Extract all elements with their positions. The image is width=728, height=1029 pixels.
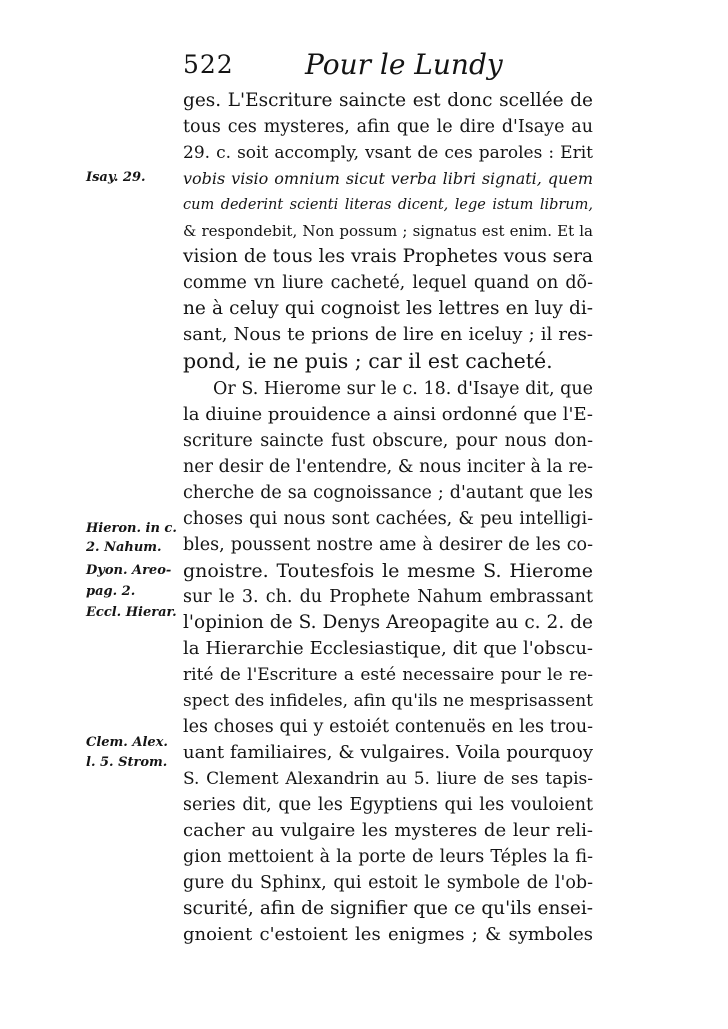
text-line: cacher au vulgaire les mysteres de leur reli- xyxy=(183,820,593,841)
text-line: gure du Sphinx, qui estoit le symbole de l'ob- xyxy=(183,873,593,893)
text-line: la Hierarchie Ecclesiastique, dit que l'obscu- xyxy=(183,638,593,659)
text-line: scriture saincte fust obscure, pour nous don- xyxy=(183,431,593,451)
text-line: ne à celuy qui cognoist les lettres en luy di- xyxy=(183,298,593,319)
text-line: bles, poussent nostre ame à desirer de les co- xyxy=(183,535,593,555)
text-line: cherche de sa cognoissance ; d'autant que les xyxy=(183,483,593,503)
text-line: ner desir de l'entendre, & nous inciter à la re- xyxy=(183,457,593,477)
page-header xyxy=(183,46,603,86)
margin-note: pag. 2. xyxy=(86,584,136,599)
text-line: uant familiaires, & vulgaires. Voila pourquoy xyxy=(183,742,593,763)
text-line: comme vn liure cacheté, lequel quand on dõ- xyxy=(183,273,593,293)
text-line: & respondebit, Non possum ; signatus est enim. Et la xyxy=(183,222,593,240)
text-line: les choses qui y estoiét contenuës en les trou- xyxy=(183,717,593,737)
text-line: vobis visio omnium sicut verba libri signati, quem xyxy=(183,169,593,188)
margin-note: Clem. Alex. xyxy=(86,735,168,750)
margin-note: Eccl. Hierar. xyxy=(86,605,177,620)
text-line: gnoient c'estoient les enigmes ; & symboles xyxy=(183,924,593,945)
margin-note: Isay. 29. xyxy=(86,170,146,185)
margin-note: 2. Nahum. xyxy=(86,540,162,555)
text-line: cum dederint scienti literas dicent, lege istum librum, xyxy=(183,197,593,213)
page-number: 522 xyxy=(183,50,234,79)
text-line: sur le 3. ch. du Prophete Nahum embrassant xyxy=(183,587,593,607)
text-line: rité de l'Escriture a esté necessaire pour le re- xyxy=(183,665,593,685)
text-line: ges. L'Escriture saincte est donc scellée de xyxy=(183,90,593,111)
text-line: series dit, que les Egyptiens qui les vouloient xyxy=(183,795,593,815)
text-line: vision de tous les vrais Prophetes vous sera xyxy=(183,246,593,267)
margin-note: Dyon. Areo- xyxy=(86,563,172,578)
text-line: Or S. Hierome sur le c. 18. d'Isaye dit, que xyxy=(213,379,593,399)
text-line: scurité, afin de signifier que ce qu'ils ensei- xyxy=(183,898,593,919)
text-line: choses qui nous sont cachées, & peu intelligi- xyxy=(183,509,593,529)
text-line: tous ces mysteres, afin que le dire d'Isaye au xyxy=(183,117,593,137)
text-line: pond, ie ne puis ; car il est cacheté. xyxy=(183,349,553,373)
text-line: la diuine prouidence a ainsi ordonné que l'E- xyxy=(183,404,593,425)
running-head: Pour le Lundy xyxy=(305,48,503,81)
text-line: l'opinion de S. Denys Areopagite au c. 2. de xyxy=(183,612,593,633)
text-line: S. Clement Alexandrin au 5. liure de ses tapis- xyxy=(183,769,593,789)
text-line: gion mettoient à la porte de leurs Téples la fi- xyxy=(183,847,593,867)
margin-note: l. 5. Strom. xyxy=(86,755,168,770)
margin-note: Hieron. in c. xyxy=(86,521,177,536)
text-line: gnoistre. Toutesfois le mesme S. Hierome xyxy=(183,560,593,582)
text-line: 29. c. soit accomply, vsant de ces paroles : Erit xyxy=(183,143,593,163)
text-line: spect des infideles, afin qu'ils ne mesprisassent xyxy=(183,691,593,711)
text-line: sant, Nous te prions de lire en iceluy ; il res- xyxy=(183,324,593,345)
